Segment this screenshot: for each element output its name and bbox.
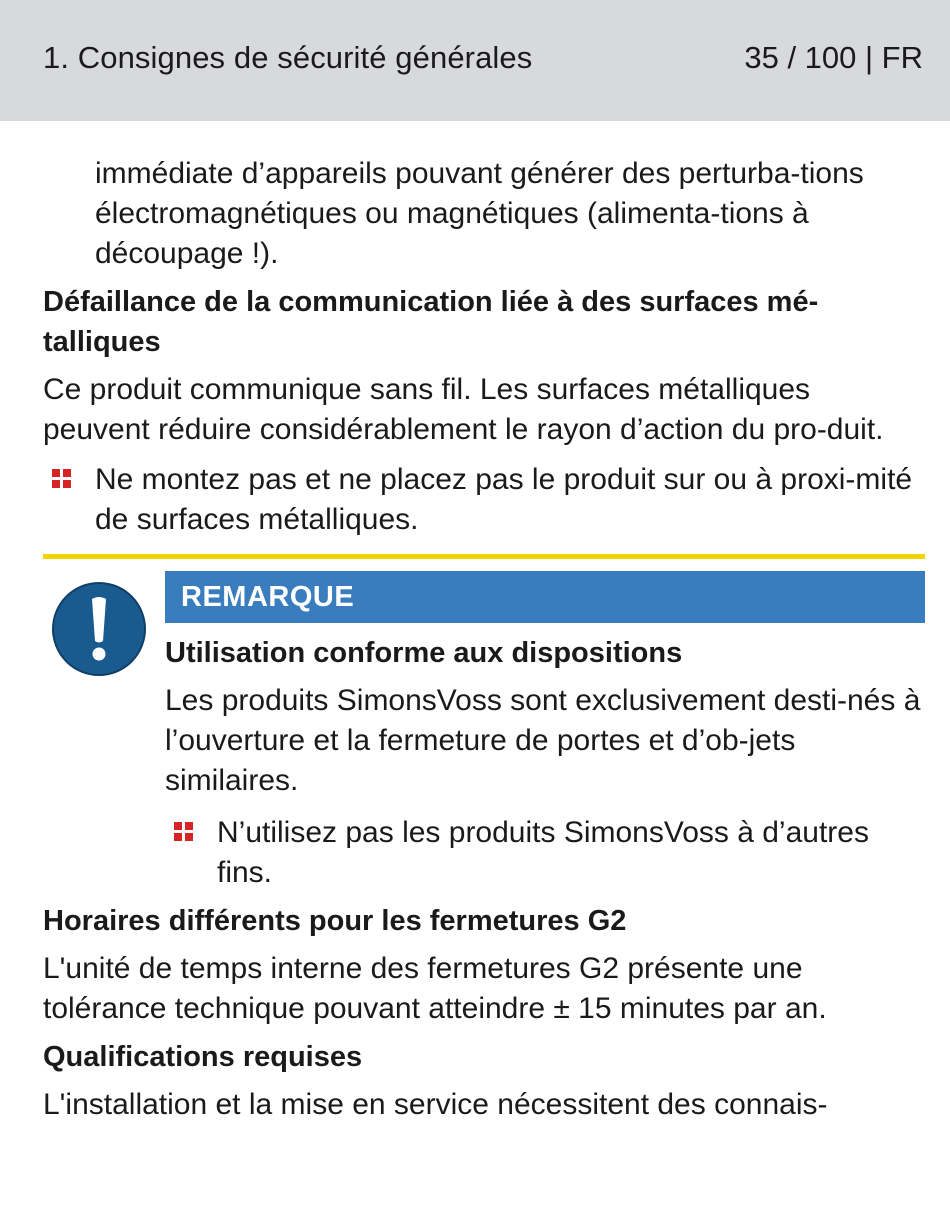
list-item-text: N’utilisez pas les produits SimonsVoss à d’autres fins. — [217, 816, 869, 889]
exclamation-icon — [51, 581, 147, 677]
note-heading: Utilisation conforme aux dispositions — [165, 637, 683, 669]
continued-paragraph: immédiate d’appareils pouvant générer des perturba-tions électromagnétiques ou magnétiques (alimenta-tions à découpage !). — [95, 157, 864, 270]
note-box — [43, 554, 925, 893]
section-paragraph-g2-time: L'unité de temps interne des fermetures G2 présente une tolérance technique pouvant atteindre ± 15 minutes par an. — [43, 952, 827, 1025]
note-label: REMARQUE — [165, 571, 925, 623]
list-item — [43, 460, 925, 540]
section-paragraph-metal-surfaces: Ce produit communique sans fil. Les surfaces métalliques peuvent réduire considérablement le rayon d’action du pro-duit. — [43, 373, 884, 446]
list-item-text: Ne montez pas et ne placez pas le produit sur ou à proxi-mité de surfaces métalliques. — [95, 463, 913, 536]
section-heading-qualifications: Qualifications requises — [43, 1041, 363, 1073]
bullet-squares-icon — [174, 822, 194, 842]
note-body — [165, 571, 925, 893]
section-heading-metal-surfaces: Défaillance de la communication liée à des surfaces mé-talliques — [43, 286, 819, 358]
section-title: 1. Consignes de sécurité générales — [43, 40, 533, 75]
section-heading-g2-time: Horaires différents pour les fermetures G2 — [43, 905, 627, 937]
bullet-squares-icon — [52, 469, 72, 489]
page-number: 35 / 100 | FR — [744, 40, 923, 75]
section-paragraph-qualifications: L'installation et la mise en service nécessitent des connais- — [43, 1088, 828, 1121]
page-header — [0, 0, 950, 121]
list-item — [165, 813, 925, 893]
page-content — [43, 154, 925, 1125]
note-paragraph: Les produits SimonsVoss sont exclusivement desti-nés à l’ouverture et la fermeture de portes et d’ob-jets similaires. — [165, 684, 921, 797]
